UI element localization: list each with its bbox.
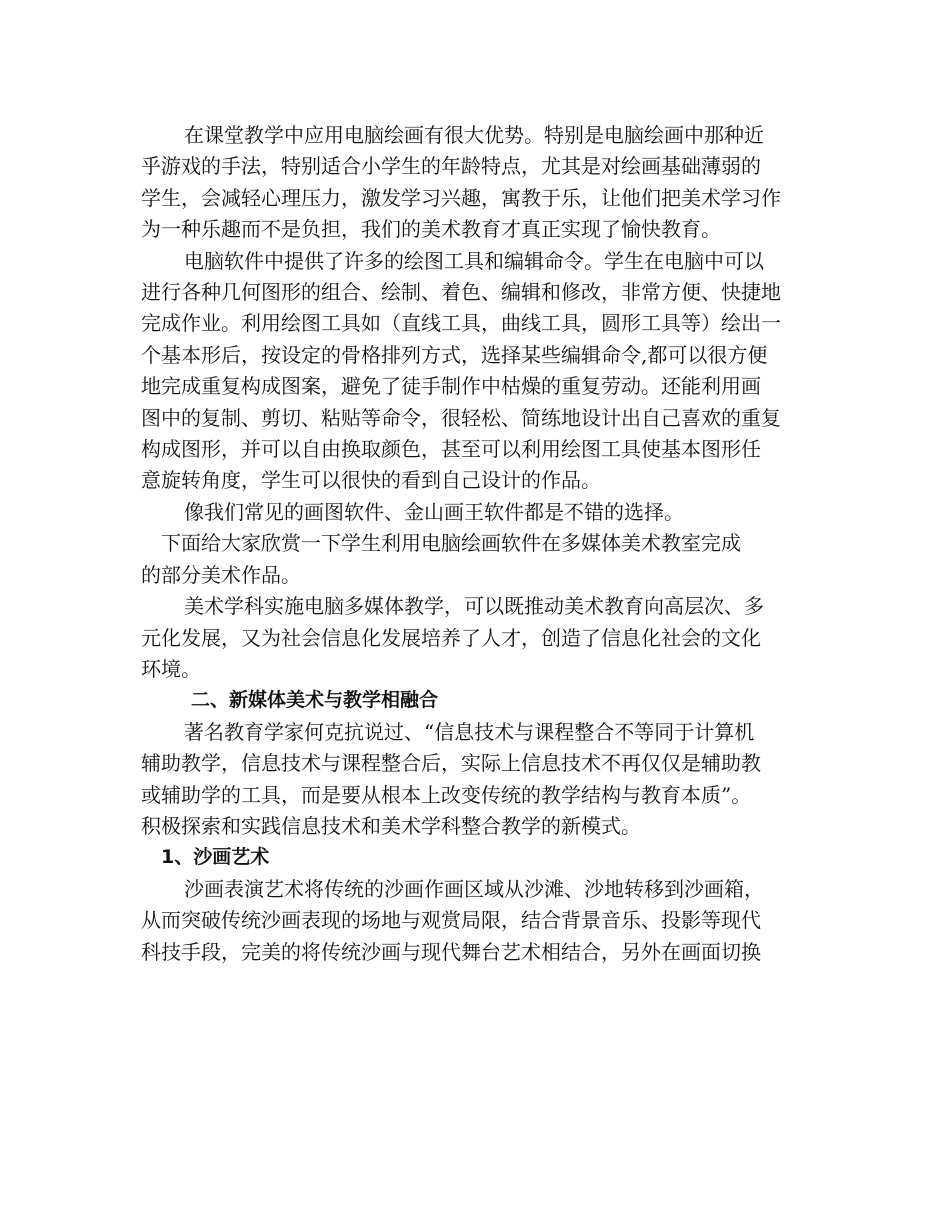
text-line: 沙画表演艺术将传统的沙画作画区域从沙滩、沙地转移到沙画箱，: [184, 876, 764, 901]
text-line: 电脑软件中提供了许多的绘图工具和编辑命令。学生在电脑中可以: [184, 248, 764, 273]
text-line: 图中的复制、剪切、粘贴等命令，很轻松、简练地设计出自己喜欢的重复: [141, 405, 781, 430]
text-line: 科技手段，完美的将传统沙画与现代舞台艺术相结合，另外在画面切换: [141, 939, 761, 964]
paragraph-software-tools: [141, 246, 811, 497]
text-line: 学生，会减轻心理压力，激发学习兴趣，寓教于乐，让他们把美术学习作: [141, 185, 781, 210]
text-line: 在课堂教学中应用电脑绘画有很大优势。特别是电脑绘画中那种近: [184, 123, 764, 147]
text-line: 地完成重复构成图案，避免了徒手制作中枯燥的重复劳动。还能利用画: [141, 374, 761, 399]
text-line: 元化发展，又为社会信息化发展培养了人才，创造了信息化社会的文化: [141, 625, 761, 650]
text-line: 著名教育学家何克抗说过、“信息技术与课程整合不等同于计算机: [184, 719, 755, 744]
text-line: 进行各种几何图形的组合、绘制、着色、编辑和修改，非常方便、快捷地: [141, 280, 781, 305]
text-line: 美术学科实施电脑多媒体教学，可以既推动美术教育向高层次、多: [184, 594, 764, 619]
paragraph-sand-art: [141, 874, 811, 968]
text-line: 个基本形后，按设定的骨格排列方式，选择某些编辑命令,都可以很方便: [141, 342, 768, 367]
text-line: 意旋转角度，学生可以很快的看到自己设计的作品。: [141, 468, 601, 493]
text-line: 为一种乐趣而不是负担，我们的美术教育才真正实现了愉快教育。: [141, 217, 721, 242]
text-line: 的部分美术作品。: [141, 562, 301, 587]
text-line: 像我们常见的画图软件、金山画王软件都是不错的选择。: [184, 499, 684, 524]
paragraph-software-examples: [141, 497, 811, 528]
text-line: 完成作业。利用绘图工具如（直线工具，曲线工具，圆形工具等）绘出一: [141, 311, 781, 336]
document-body: [141, 120, 811, 968]
subsection-heading: 1、沙画艺术: [161, 846, 270, 869]
paragraph-student-works: [141, 528, 811, 591]
text-line: 辅助教学，信息技术与课程整合后，实际上信息技术不再仅仅是辅助教: [141, 751, 761, 776]
text-line: 乎游戏的手法，特别适合小学生的年龄特点，尤其是对绘画基础薄弱的: [141, 154, 761, 179]
text-line: 积极探索和实践信息技术和美术学科整合教学的新模式。: [141, 813, 641, 838]
text-line: 从而突破传统沙画表现的场地与观赏局限，结合背景音乐、投影等现代: [141, 908, 761, 933]
section-heading: 二、新媒体美术与教学相融合: [191, 689, 439, 712]
text-line: 下面给大家欣赏一下学生利用电脑绘画软件在多媒体美术教室完成: [161, 531, 741, 556]
text-line: 构成图形，并可以自由换取颜色，甚至可以利用绘图工具使基本图形任: [141, 437, 761, 462]
text-line: 或辅助学的工具，而是要从根本上改变传统的教学结构与教育本质”。: [141, 782, 752, 807]
paragraph-advantages: [141, 120, 811, 246]
paragraph-multimedia-teaching: [141, 591, 811, 685]
paragraph-quote: [141, 717, 811, 843]
text-line: 环境。: [141, 656, 201, 681]
